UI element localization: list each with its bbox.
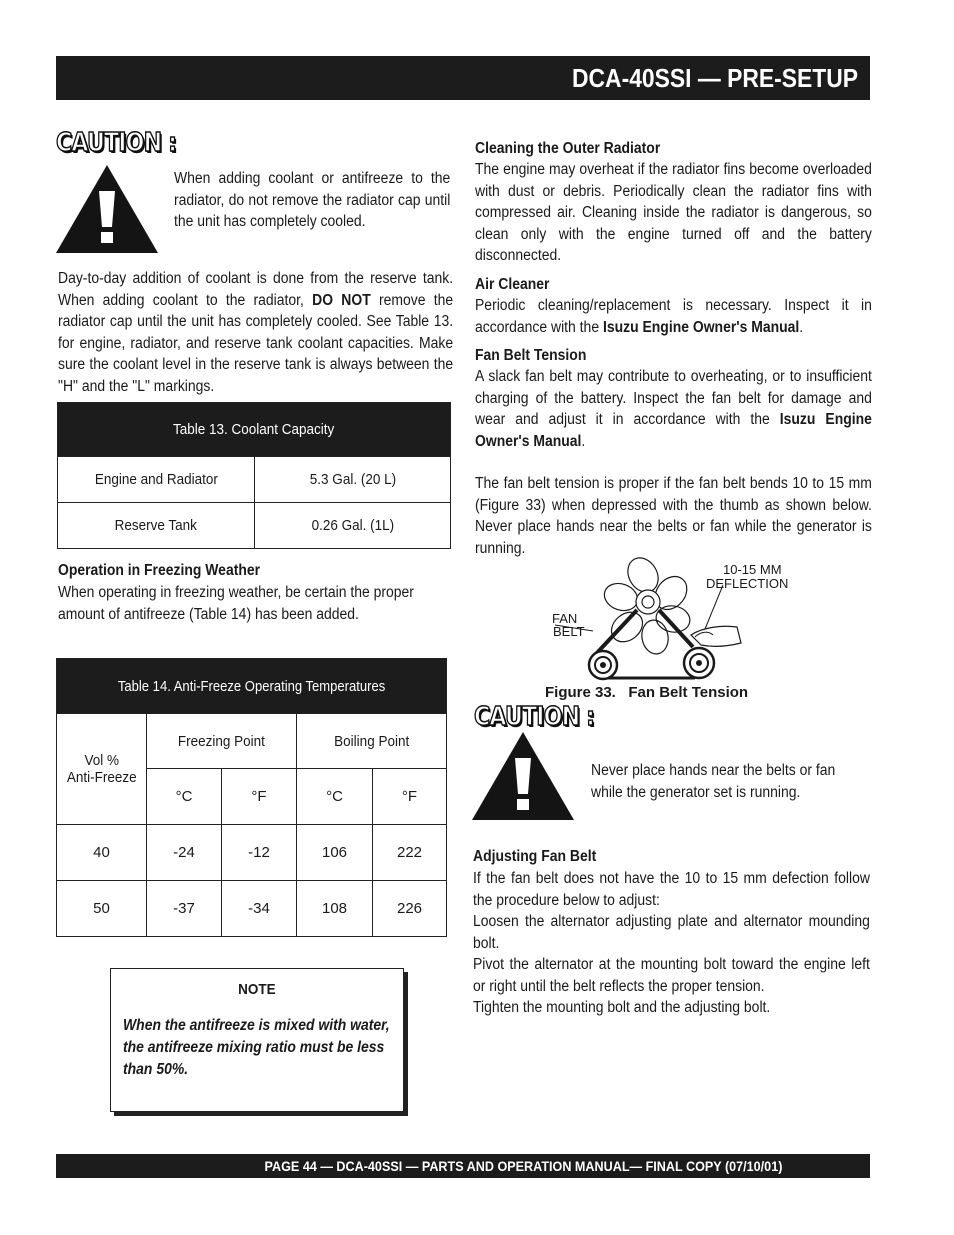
air-cleaner-heading: Air Cleaner [475, 276, 550, 293]
freezing-header [147, 714, 297, 769]
adjusting-text-2: Loosen the alternator adjusting plate and alternator mounding bolt. [473, 913, 870, 952]
deflection-label [723, 563, 782, 577]
vol-header-text [67, 752, 137, 786]
cell-text: 0.26 Gal. (1L) [311, 517, 394, 534]
fan-belt-heading: Fan Belt Tension [475, 347, 587, 364]
intro-text-1: Day-to-day addition of coolant is done from the reserve tank. When adding coolant to the radiator, [58, 270, 454, 309]
unit-f: °F [373, 769, 447, 825]
radiator-text: The engine may overheat if the radiator fins become overloaded with dust or debris. Periodically clean the radiator fins with compressed air. Cleaning inside the radiator is dangerous, so clean only with the engine turned off and the battery disconnected. [475, 161, 872, 264]
note-box [110, 968, 404, 1112]
table-cell: 40 [57, 825, 147, 881]
intro-do-not: DO NOT [312, 291, 371, 309]
fan-belt-tension-text: The fan belt tension is proper if the fan belt bends 10 to 15 mm (Figure 33) when depressed with the thumb as shown below. Never place hands near the belts or fan while the generator is running. [475, 475, 872, 557]
adjusting-text-1: If the fan belt does not have the 10 to 15 mm defection follow the procedure below to adjust: [473, 870, 870, 909]
freezing-text: When operating in freezing weather, be certain the proper amount of antifreeze (Table 14) has been added. [58, 584, 414, 623]
note-text: When the antifreeze is mixed with water, the antifreeze mixing ratio must be less than 50%. [123, 1017, 390, 1078]
antifreeze-table [56, 658, 447, 937]
table-cell [58, 503, 255, 549]
table-cell: -34 [222, 881, 297, 937]
adjusting-text-3: Pivot the alternator at the mounting bolt toward the engine left or right until the belt reflects the proper tension. [473, 956, 870, 995]
belt-label: BELT [553, 624, 585, 639]
table-cell: -24 [147, 825, 222, 881]
table-cell: 108 [297, 881, 373, 937]
boiling-header [297, 714, 447, 769]
adjusting-text-4: Tighten the mounting bolt and the adjusting bolt. [473, 999, 771, 1016]
note-title [111, 981, 403, 998]
table-cell [58, 457, 255, 503]
vol-line1: Vol % [84, 752, 119, 769]
fan-belt-text [475, 366, 872, 452]
table-row [57, 825, 447, 881]
intro-text-2: remove the radiator cap until the unit has completely cooled. See Table 13. for engine, radiator, and reserve tank coolant capacities. Make sure the coolant level in the reserve tank is always between the "H" and the "L" markings. [58, 291, 454, 395]
coolant-intro-paragraph [58, 268, 453, 397]
table13-title-text: Table 13. Coolant Capacity [173, 421, 335, 438]
caution-text: When adding coolant or antifreeze to the radiator, do not remove the radiator cap until the unit has completely cooled. [174, 170, 451, 230]
footer-bar [56, 1154, 870, 1178]
boiling-header-text: Boiling Point [333, 732, 410, 750]
freezing-heading: Operation in Freezing Weather [58, 562, 261, 579]
fan-label: FAN [552, 611, 578, 626]
caution-heading: CAUTION : [56, 128, 177, 158]
warning-triangle-icon [472, 732, 574, 820]
caution-text-2: Never place hands near the belts or fan while the generator set is running. [591, 762, 836, 801]
adjusting-heading: Adjusting Fan Belt [473, 848, 597, 865]
note-title-text: NOTE [238, 981, 276, 998]
unit-f: °F [222, 769, 297, 825]
table-cell [255, 457, 451, 503]
header-bar [56, 56, 870, 100]
table-cell: 50 [57, 881, 147, 937]
coolant-capacity-table [57, 402, 451, 549]
table-row [58, 457, 451, 503]
freezing-header-text: Freezing Point [177, 732, 266, 750]
vol-header [57, 714, 147, 825]
unit-c: °C [297, 769, 373, 825]
figure-caption: Figure 33. Fan Belt Tension [545, 684, 749, 701]
table13-title [58, 403, 451, 457]
fan-belt-figure [545, 555, 825, 683]
table-cell: -12 [222, 825, 297, 881]
table-cell: 222 [373, 825, 447, 881]
deflection-label-2: DEFLECTION [706, 576, 789, 591]
cell-text: 5.3 Gal. (20 L) [309, 471, 396, 488]
table14-title-text: Table 14. Anti-Freeze Operating Temperatures [117, 678, 386, 695]
table-row [58, 503, 451, 549]
air-cleaner-text [475, 295, 872, 338]
table-cell [255, 503, 451, 549]
fan-text-1: A slack fan belt may contribute to overheating, or to insufficient charging of the battery. Inspect the fan belt for damage and wear and adjust it in accordance with the [475, 368, 872, 428]
unit-c: °C [147, 769, 222, 825]
table14-title [57, 659, 447, 714]
table-row [57, 881, 447, 937]
fan-manual-ref: Isuzu Engine Owner's Manual [475, 411, 872, 450]
footer-text: PAGE 44 — DCA-40SSI — PARTS AND OPERATION MANUAL— FINAL COPY (07/10/01) [264, 1158, 782, 1174]
caution-heading-2: CAUTION : [474, 702, 595, 732]
table-cell: -37 [147, 881, 222, 937]
cell-text: Reserve Tank [114, 517, 198, 534]
air-text-1: Periodic cleaning/replacement is necessary. Inspect it in accordance with the [475, 297, 872, 336]
cell-text: Engine and Radiator [94, 471, 218, 488]
page-title: DCA-40SSI — PRE-SETUP [571, 63, 858, 93]
air-text-2: . [799, 318, 804, 336]
vol-line2: Anti-Freeze [66, 769, 137, 786]
air-manual-ref: Isuzu Engine Owner's Manual [602, 318, 800, 336]
deflection-label-line1: 10-15 MM [723, 562, 782, 577]
table-cell: 226 [373, 881, 447, 937]
warning-triangle-icon [56, 165, 158, 253]
table-cell: 106 [297, 825, 373, 881]
radiator-heading: Cleaning the Outer Radiator [475, 140, 661, 157]
fan-text-2: . [581, 432, 586, 450]
